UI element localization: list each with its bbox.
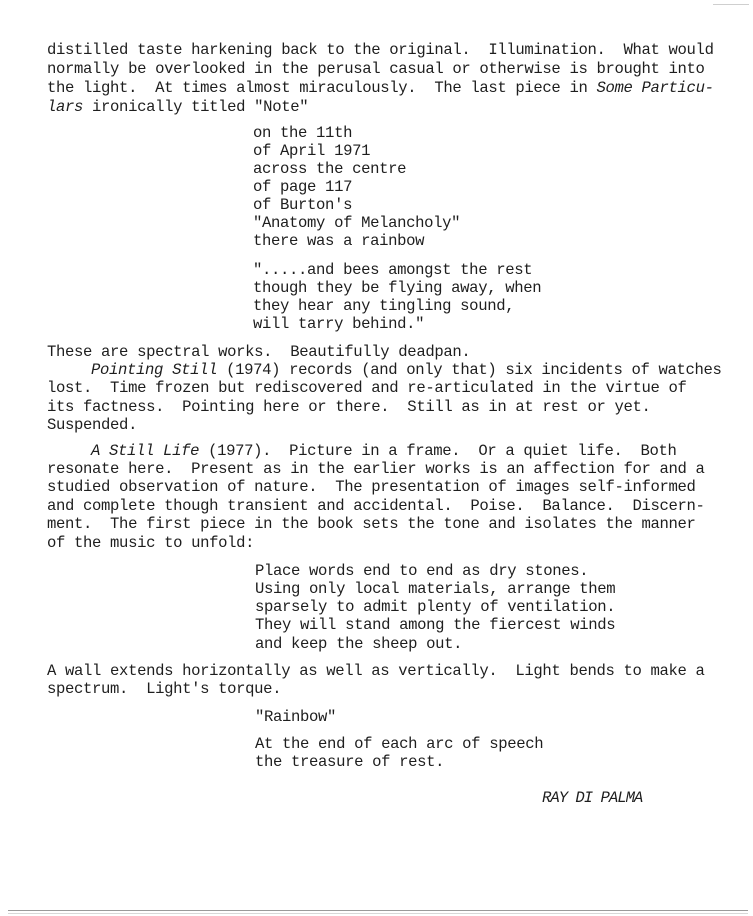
paragraph-line: resonate here. Present as in the earlier works is an affection for and a bbox=[47, 460, 705, 478]
book-title-pointing-still: Pointing Still bbox=[91, 361, 218, 379]
paragraph-text: (1977). Picture in a frame. Or a quiet life. Both bbox=[199, 442, 677, 460]
paragraph-line bbox=[47, 79, 714, 97]
paragraph-text: (1974) records (and only that) six incidents of watches bbox=[217, 361, 722, 379]
quote-line: ".....and bees amongst the rest bbox=[253, 261, 533, 279]
book-title-a-still-life: A Still Life bbox=[91, 442, 200, 460]
paragraph-line: distilled taste harkening back to the original. Illumination. What would bbox=[47, 41, 714, 59]
top-edge-rule bbox=[713, 4, 749, 5]
poem-line: of page 117 bbox=[253, 178, 353, 196]
book-title-some-particulars-end: lars bbox=[47, 98, 84, 116]
poem-line: Place words end to end as dry stones. bbox=[255, 562, 589, 580]
paragraph-line: ment. The first piece in the book sets the tone and isolates the manner bbox=[47, 515, 696, 533]
paragraph-line: spectrum. Light's torque. bbox=[47, 680, 282, 698]
paragraph-line bbox=[47, 98, 308, 116]
bottom-edge-rule bbox=[8, 910, 748, 911]
book-title-some-particulars: Some Particu- bbox=[596, 79, 714, 97]
quote-line: though they be flying away, when bbox=[253, 279, 542, 297]
poem-line: of Burton's bbox=[253, 196, 353, 214]
quote-line: they hear any tingling sound, bbox=[253, 297, 515, 315]
paragraph-line bbox=[91, 442, 677, 460]
poem-line: "Anatomy of Melancholy" bbox=[253, 214, 461, 232]
quote-line: will tarry behind." bbox=[253, 315, 425, 333]
paragraph-line: A wall extends horizontally as well as vertically. Light bends to make a bbox=[47, 662, 705, 680]
poem-line: of April 1971 bbox=[253, 142, 371, 160]
paragraph-line: studied observation of nature. The presentation of images self-informed bbox=[47, 478, 696, 496]
paragraph-line: normally be overlooked in the perusal casual or otherwise is brought into bbox=[47, 60, 705, 78]
paragraph-line: These are spectral works. Beautifully deadpan. bbox=[47, 343, 471, 361]
paragraph-line: of the music to unfold: bbox=[47, 534, 255, 552]
paragraph-line: Suspended. bbox=[47, 416, 138, 434]
paragraph-line: its factness. Pointing here or there. Still as in at rest or yet. bbox=[47, 398, 651, 416]
poem-line: Using only local materials, arrange them bbox=[255, 580, 616, 598]
poem-line: and keep the sheep out. bbox=[255, 635, 463, 653]
bottom-edge-rule-shadow bbox=[8, 913, 748, 914]
poem-line: sparsely to admit plenty of ventilation. bbox=[255, 598, 616, 616]
paragraph-text: the light. At times almost miraculously. The last piece in bbox=[47, 79, 597, 97]
paragraph-line bbox=[91, 361, 722, 379]
poem-line: there was a rainbow bbox=[253, 232, 425, 250]
poem-line: At the end of each arc of speech bbox=[255, 735, 544, 753]
poem-title: "Rainbow" bbox=[255, 708, 337, 726]
paragraph-line: lost. Time frozen but rediscovered and re-articulated in the virtue of bbox=[47, 379, 687, 397]
poem-line: the treasure of rest. bbox=[255, 753, 445, 771]
poem-line: on the 11th bbox=[253, 124, 353, 142]
poem-line: They will stand among the fiercest winds bbox=[255, 616, 616, 634]
paragraph-text: ironically titled "Note" bbox=[83, 98, 309, 116]
author-signature: RAY DI PALMA bbox=[542, 789, 643, 807]
paragraph-line: and complete though transient and accidental. Poise. Balance. Discern- bbox=[47, 497, 705, 515]
poem-line: across the centre bbox=[253, 160, 407, 178]
